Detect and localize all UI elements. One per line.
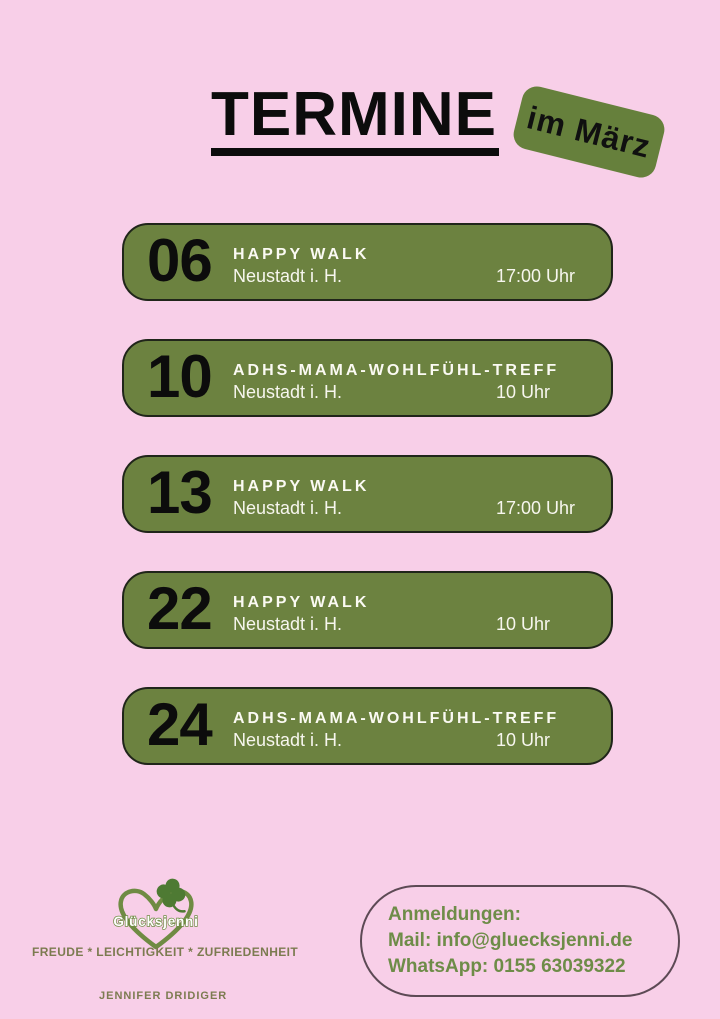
event-name: HAPPY WALK [233, 594, 370, 611]
month-badge [510, 83, 667, 180]
event-day: 13 [147, 458, 212, 526]
event-list [122, 223, 613, 803]
event-card [122, 223, 613, 301]
event-time: 10 Uhr [496, 730, 551, 750]
event-card [122, 455, 613, 533]
event-location: Neustadt i. H. [233, 266, 343, 286]
brand-tagline: FREUDE * LEICHTIGKEIT * ZUFRIEDENHEIT [32, 945, 299, 959]
owner-name: JENNIFER DRIDIGER [99, 990, 228, 1002]
event-card [122, 687, 613, 765]
brand-name: Glücksjenni [113, 914, 199, 929]
event-name: HAPPY WALK [233, 478, 370, 495]
event-card [122, 571, 613, 649]
contact-box [360, 885, 680, 997]
event-day: 24 [147, 690, 212, 758]
event-time: 10 Uhr [496, 382, 551, 402]
event-time: 10 Uhr [496, 614, 551, 634]
contact-whatsapp: WhatsApp: 0155 63039322 [388, 956, 626, 977]
event-location: Neustadt i. H. [233, 614, 343, 634]
event-location: Neustadt i. H. [233, 730, 343, 750]
event-card [122, 339, 613, 417]
event-time: 17:00 Uhr [496, 498, 576, 518]
event-name: ADHS-MAMA-WOHLFÜHL-TREFF [233, 710, 560, 727]
event-location: Neustadt i. H. [233, 498, 343, 518]
contact-heading: Anmeldungen: [388, 904, 521, 925]
event-location: Neustadt i. H. [233, 382, 343, 402]
event-name: HAPPY WALK [233, 246, 370, 263]
page-title: TERMINE [211, 84, 499, 156]
event-day: 06 [147, 226, 212, 294]
event-name: ADHS-MAMA-WOHLFÜHL-TREFF [233, 362, 560, 379]
event-time: 17:00 Uhr [496, 266, 576, 286]
event-day: 22 [147, 574, 212, 642]
glucksjenni-logo [100, 876, 210, 956]
event-day: 10 [147, 342, 212, 410]
contact-mail: Mail: info@gluecksjenni.de [388, 930, 633, 951]
month-badge-label: im März [523, 98, 655, 165]
